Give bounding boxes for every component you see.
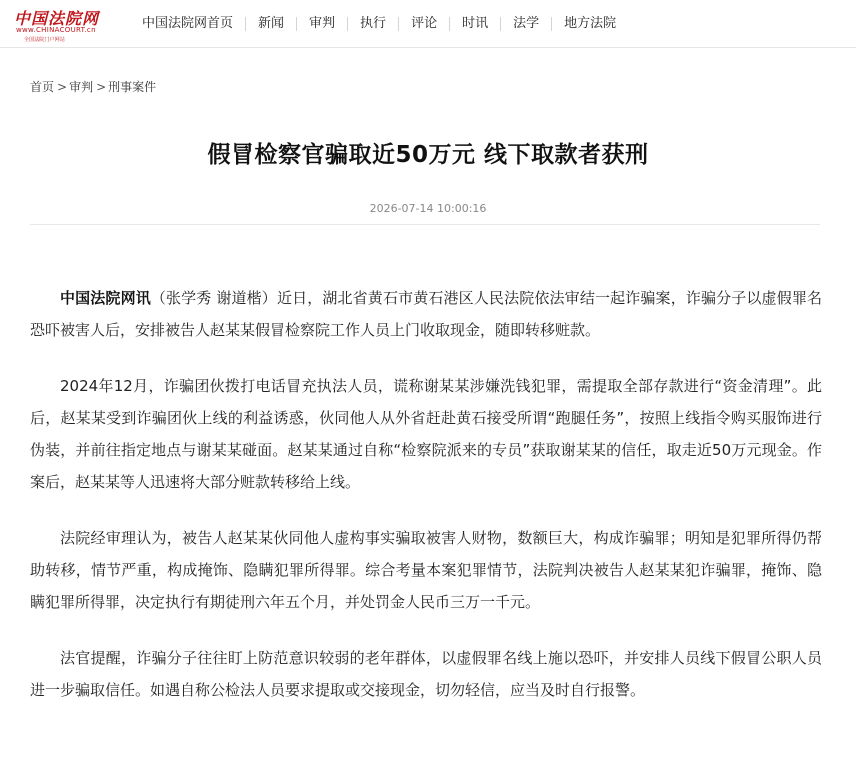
- nav-item-home[interactable]: 中国法院网首页: [142, 16, 234, 31]
- nav-item-commentary[interactable]: 评论: [411, 16, 438, 31]
- logo-domain: www.CHINACOURT.cn: [16, 26, 96, 34]
- logo-title: 中国法院网: [14, 9, 100, 28]
- article-date: 2026-07-14 10:00:16: [369, 202, 487, 215]
- nav-item-jurisprudence[interactable]: 法学: [513, 16, 540, 31]
- paragraph-text: （张学秀 谢道楷）近日，湖北省黄石市黄石港区人民法院依法审结一起诈骗案，诈骗分子以虚假罪名恐吓被害人后，安排被告人赵某某假冒检察院工作人员上门收取现金，随即转移赃款。: [30, 289, 822, 339]
- breadcrumb-separator: >: [96, 79, 107, 94]
- article-paragraph: 2024年12月，诈骗团伙拨打电话冒充执法人员，谎称谢某某涉嫌洗钱犯罪，需提取全部存款进行“资金清理”。此后，赵某某受到诈骗团伙上线的利益诱惑，伙同他人从外省赶赴黄石接受所谓“跑腿任务”，按照上线指令购买服饰进行伪装，并前往指定地点与谢某某碰面。赵某某通过自称“检察院派来的专员”获取谢某某的信任，取走近50万元现金。作案后，赵某某等人迅速将大部分赃款转移给上线。: [30, 377, 822, 491]
- article-paragraph: 法院经审理认为，被告人赵某某伙同他人虚构事实骗取被害人财物，数额巨大，构成诈骗罪；明知是犯罪所得仍帮助转移，情节严重，构成掩饰、隐瞒犯罪所得罪。综合考量本案犯罪情节，法院判决被告人赵某某犯诈骗罪，掩饰、隐瞒犯罪所得罪，决定执行有期徒刑六年五个月，并处罚金人民币三万一千元。: [30, 529, 822, 611]
- article-paragraph: 法官提醒，诈骗分子往往盯上防范意识较弱的老年群体，以虚假罪名线上施以恐吓，并安排人员线下假冒公职人员进一步骗取信任。如遇自称公检法人员要求提取或交接现金，切勿轻信，应当及时自行报警。: [30, 649, 822, 699]
- breadcrumb-separator: >: [57, 79, 68, 94]
- breadcrumb-criminal-cases[interactable]: 刑事案件: [108, 80, 157, 94]
- nav-item-news[interactable]: 新闻: [258, 16, 285, 31]
- article-title: 假冒检察官骗取近50万元 线下取款者获刑: [207, 142, 649, 168]
- breadcrumb-trial[interactable]: 审判: [69, 80, 94, 94]
- main-nav: [130, 0, 628, 48]
- article-body: [30, 282, 822, 730]
- top-navigation-bar: [0, 0, 856, 48]
- article-paragraph: [30, 282, 822, 346]
- nav-item-enforcement[interactable]: 执行: [360, 16, 387, 31]
- nav-item-local-courts[interactable]: 地方法院: [564, 16, 617, 31]
- source-label: 中国法院网讯: [60, 289, 151, 307]
- site-logo[interactable]: [14, 6, 98, 42]
- logo-tagline: 全国法院门户网站: [24, 36, 65, 43]
- breadcrumb-home[interactable]: 首页: [30, 80, 55, 94]
- title-divider: [30, 224, 820, 225]
- breadcrumb: [30, 78, 156, 95]
- nav-item-trial[interactable]: 审判: [309, 16, 336, 31]
- nav-item-bulletin[interactable]: 时讯: [462, 16, 489, 31]
